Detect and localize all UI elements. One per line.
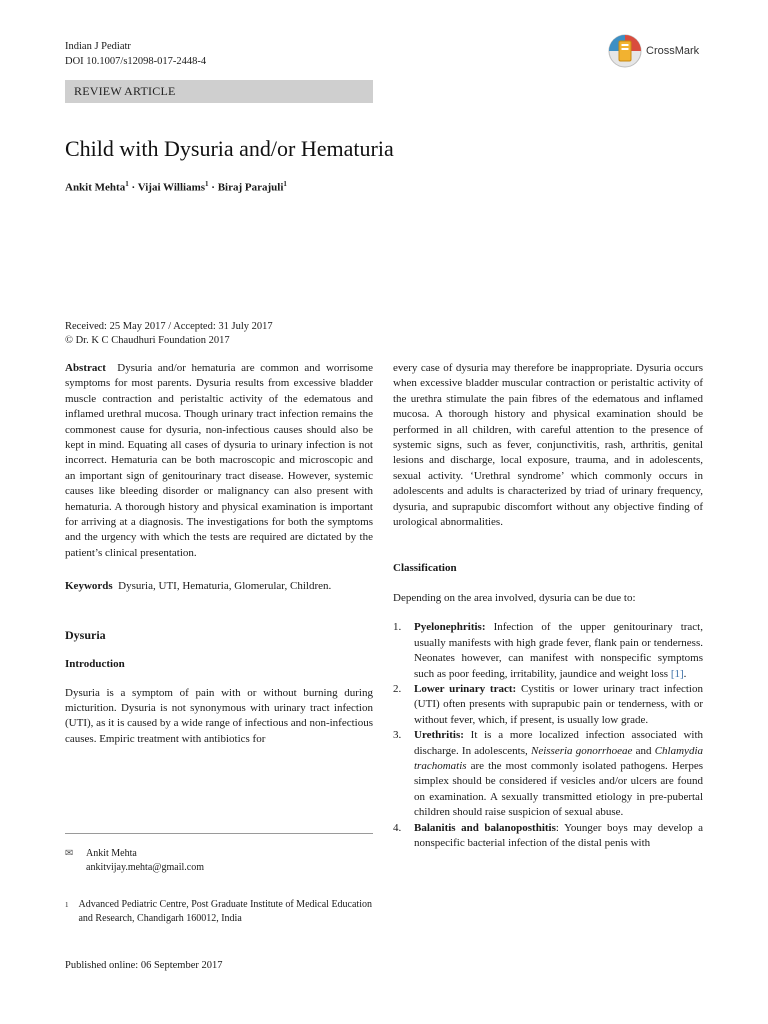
- published-date: Published online: 06 September 2017: [65, 960, 223, 971]
- list-item-text: Infection of the upper genitourinary tract, usually manifests with high grade fever, flank pain or tenderness. Neonates however, can manifest with nonspecific symptoms such as poor feeding, irritability, jaundice and weight loss: [414, 621, 703, 680]
- list-item: [393, 728, 703, 820]
- list-item: [393, 821, 703, 852]
- contact-email[interactable]: ankitvijay.mehta@gmail.com: [86, 862, 204, 873]
- organism-name: Chlamydia trachomatis: [414, 744, 703, 772]
- contact-name: Ankit Mehta: [86, 848, 137, 859]
- affiliation-number: 1: [65, 901, 69, 909]
- author-name[interactable]: Ankit Mehta: [65, 181, 126, 194]
- keywords-text: Dysuria, UTI, Hematuria, Glomerular, Children.: [118, 580, 332, 593]
- crossmark-badge[interactable]: [607, 33, 699, 69]
- copyright-line: © Dr. K C Chaudhuri Foundation 2017: [65, 335, 230, 346]
- abstract-label: Abstract: [65, 362, 106, 374]
- classification-list: [393, 620, 703, 851]
- list-item-text: : Younger boys may develop a nonspecific bacterial infection of the distal penis with: [414, 821, 703, 849]
- list-item-text: are the most commonly isolated pathogens. Herpes simplex should be considered if vesicles and/or ulcers are found on examination. A sexually transmitted etiology in pre-pubertal children should raise suspicion of sexual abuse.: [414, 759, 703, 819]
- subsection-heading-introduction: Introduction: [65, 658, 125, 671]
- article-dates: [65, 320, 273, 348]
- list-item-number: 2.: [393, 682, 402, 695]
- right-column: [393, 361, 703, 851]
- crossmark-label: CrossMark: [646, 45, 700, 57]
- author-list: [65, 180, 287, 194]
- organism-name: Neisseria gonorrhoeae: [530, 744, 633, 757]
- list-item-number: 1.: [393, 621, 402, 634]
- author-separator: ·: [208, 181, 218, 194]
- envelope-icon: ✉: [65, 848, 74, 859]
- article-title: Child with Dysuria and/or Hematuria: [65, 136, 394, 161]
- keywords-paragraph: [65, 579, 373, 594]
- introduction-paragraph: Dysuria is a symptom of pain with or without burning during micturition. Dysuria is not synonymous with urinary tract infection (UTI), as it is caused by a wide range of infectious and non-infectious causes. Empiric treatment with antibiotics for: [65, 686, 373, 745]
- corresponding-author: [65, 847, 204, 875]
- list-item-text: It is a more localized infection associated with discharge. In adolescents,: [414, 729, 703, 757]
- crossmark-icon: [607, 33, 643, 69]
- classification-intro: Depending on the area involved, dysuria can be due to:: [393, 591, 636, 604]
- footnote-divider: [65, 833, 373, 834]
- section-heading-dysuria: Dysuria: [65, 627, 106, 642]
- list-item: [393, 682, 703, 728]
- subsection-heading-classification: Classification: [393, 562, 457, 575]
- list-item-number: 4.: [393, 821, 402, 834]
- citation-link[interactable]: [1]: [670, 667, 684, 680]
- received-accepted: Received: 25 May 2017 / Accepted: 31 July 2017: [65, 321, 273, 332]
- author-name[interactable]: Biraj Parajuli: [217, 181, 284, 194]
- right-intro-paragraph: every case of dysuria may therefore be inappropriate. Dysuria occurs when excessive bladder muscular contraction or peristaltic activity of the urethra stimulate the pain fibres of the edematous and inflamed mucosa. A thorough history and physical examination should be performed in all children, with careful attention to the presence of systemic signs, such as fever, conjunctivitis, rash, arthritis, genital lesions and discharge, local exposure, trauma, and in adolescents, sexual activity. ‘Urethral syndrome’ which commonly occurs in adolescents and adults is characterized by triad of urinary frequency, dysuria, and suprapubic discomfort without any objective finding of urological abnormalities.: [393, 362, 703, 529]
- list-item-number: 3.: [393, 729, 402, 742]
- affiliation-footnote: [65, 898, 373, 926]
- author-affiliation-sup: 1: [283, 180, 287, 188]
- author-separator: ·: [128, 181, 138, 194]
- doi: DOI 10.1007/s12098-017-2448-4: [65, 56, 207, 67]
- list-item-term: Pyelonephritis:: [414, 621, 486, 634]
- affiliation-text: Advanced Pediatric Centre, Post Graduate Institute of Medical Education and Research, Chandigarh 160012, India: [78, 899, 372, 924]
- list-item-tail: .: [683, 667, 687, 680]
- article-type-banner: REVIEW ARTICLE: [65, 80, 373, 103]
- list-item-term: Urethritis:: [414, 729, 464, 742]
- journal-header: [65, 39, 206, 69]
- abstract-paragraph: [65, 361, 373, 561]
- left-column: [65, 361, 373, 747]
- author-affiliation-sup: 1: [205, 180, 209, 188]
- journal-name: Indian J Pediatr: [65, 41, 131, 52]
- abstract-text: Dysuria and/or hematuria are common and worrisome symptoms for most parents. Dysuria results from excessive bladder muscle contraction and peristaltic activity of the edematous and inflamed urethral mucosa. Though urinary tract infection remains the commonest cause for dysuria, non-infectious causes should also be kept in mind. Equating all cases of dysuria to urinary infection is not incorrect. Hematuria can be both macroscopic and microscopic and an important sign of genitourinary tract disease. However, systemic causes like bleeding disorder or malignancy can also present with hematuria. A thorough history and physical examination is important for arriving at a diagnosis. The investigations for both the symptoms and the urgency with which the tests are required are dictated by the patient’s clinical presentation.: [65, 362, 373, 559]
- list-item-text: Cystitis or lower urinary tract infection (UTI) often presents with suprapubic pain or tenderness, with or without fever, which, if present, is usually low grade.: [414, 682, 703, 726]
- list-item-term: Balanitis and balanoposthitis: [414, 821, 556, 834]
- list-item: [393, 620, 703, 682]
- author-affiliation-sup: 1: [125, 180, 129, 188]
- list-item-term: Lower urinary tract:: [414, 682, 517, 695]
- keywords-label: Keywords: [65, 580, 113, 593]
- list-item-text: and: [632, 744, 655, 757]
- author-name[interactable]: Vijai Williams: [137, 181, 206, 194]
